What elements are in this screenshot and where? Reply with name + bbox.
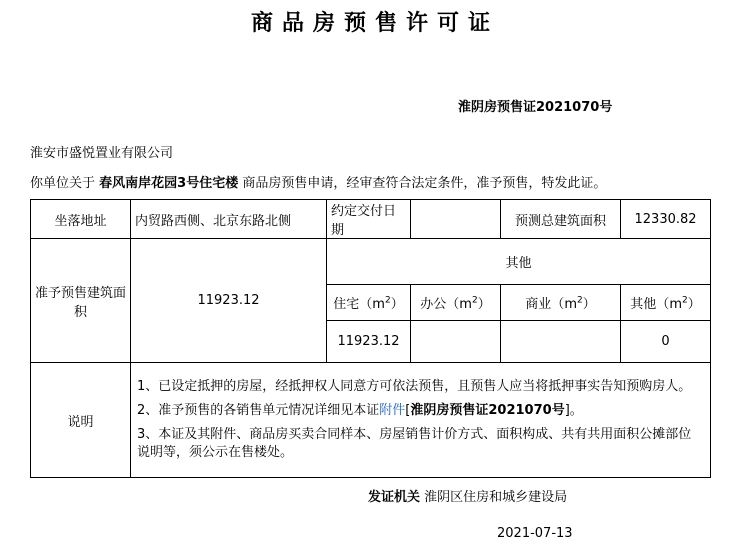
- delivery-value: [411, 200, 501, 239]
- presale-area-label: 准予预售建筑面积: [31, 239, 131, 363]
- issuer: [368, 486, 567, 505]
- note-3: 3、本证及其附件、商品房买卖合同样本、房屋销售计价方式、面积构成、共有共用面积公摊部位说明等，须公示在售楼处。: [137, 427, 692, 460]
- note-1: 1、已设定抵押的房屋，经抵押权人同意方可依法预售，且预售人应当将抵押事实告知预购房人。: [137, 379, 692, 394]
- office-value: [411, 321, 501, 363]
- use-type-commercial: 商业$(m^2)$: [501, 285, 621, 321]
- other-header: 其他: [327, 239, 711, 285]
- notes-content: [131, 363, 711, 478]
- note-2: 2、准予预售的各销售单元情况详细见本证附件[淮阴房预售证2021070号]。: [137, 403, 583, 418]
- intro-prefix: 你单位关于: [30, 176, 96, 191]
- other-value: 0: [621, 321, 711, 363]
- notes-label: 说明: [31, 363, 131, 478]
- delivery-label: 约定交付日期: [327, 200, 411, 239]
- location-label: 坐落地址: [31, 200, 131, 239]
- use-type-residential: 住宅$(m^2)$: [327, 285, 411, 321]
- table-row: [31, 239, 711, 285]
- table-row: [31, 363, 711, 478]
- residential-value: 11923.12: [327, 321, 411, 363]
- issue-date: 2021-07-13: [497, 526, 573, 541]
- intro-suffix: 商品房预售申请，经审查符合法定条件，准予预售，特发此证。: [242, 176, 607, 191]
- attachment-link[interactable]: 附件: [379, 403, 406, 418]
- intro-text: [30, 172, 606, 191]
- commercial-value: [501, 321, 621, 363]
- presale-area-value: 11923.12: [131, 239, 327, 363]
- use-type-office: 办公$(m^2)$: [411, 285, 501, 321]
- certificate-number: 淮阴房预售证2021070号: [458, 100, 613, 115]
- total-area-value: 12330.82: [621, 200, 711, 239]
- location-value: 内贸路西侧、北京东路北侧: [131, 200, 327, 239]
- issuer-label: 发证机关: [368, 490, 421, 505]
- company-name: 淮安市盛悦置业有限公司: [30, 146, 174, 161]
- total-area-label: 预测总建筑面积: [501, 200, 621, 239]
- table-row: [31, 200, 711, 239]
- use-type-other: 其他$(m^2)$: [621, 285, 711, 321]
- permit-table: [30, 199, 711, 478]
- page-title: 商品房预售许可证: [250, 11, 499, 36]
- project-name: 春风南岸花园3号住宅楼: [99, 176, 239, 191]
- note-2-cert: 淮阴房预售证2021070号: [410, 403, 565, 418]
- issuer-name: 淮阴区住房和城乡建设局: [424, 490, 568, 505]
